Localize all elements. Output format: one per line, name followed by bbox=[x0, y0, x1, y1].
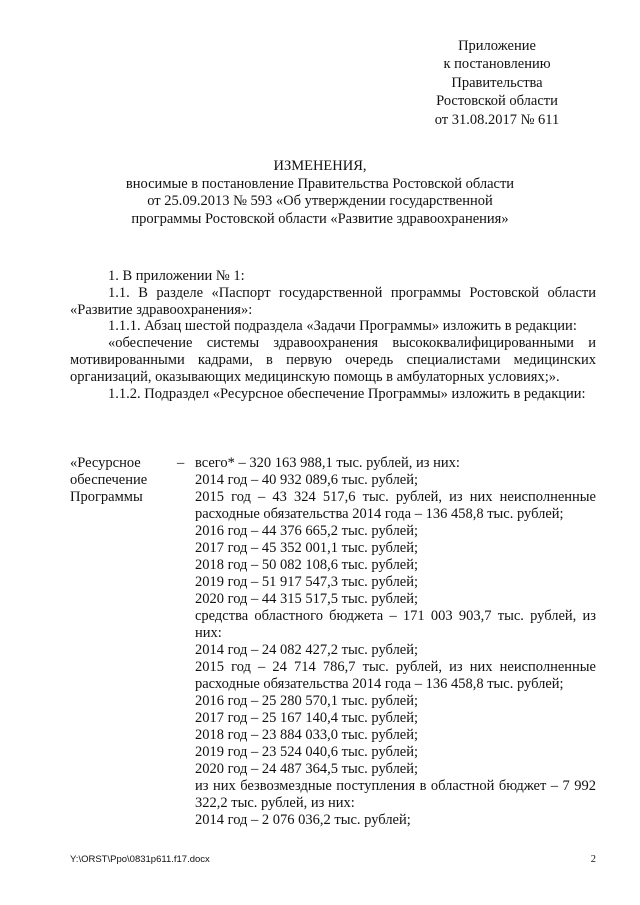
resource-line: 2015 год – 24 714 786,7 тыс. рублей, из них неисполненные расходные обязательства 2014 года – 136 458,8 тыс. рублей; bbox=[195, 659, 596, 692]
appendix-line: Приложение bbox=[458, 38, 536, 54]
resource-label bbox=[70, 455, 170, 506]
appendix-line: к постановлению bbox=[443, 56, 551, 73]
appendix-line: Ростовской области bbox=[436, 93, 558, 110]
paragraph-1-1-1: 1.1.1. Абзац шестой подраздела «Задачи Программы» изложить в редакции: bbox=[108, 318, 577, 335]
resource-line: 2018 год – 23 884 033,0 тыс. рублей; bbox=[195, 727, 419, 743]
paragraph-1-1: 1.1. В разделе «Паспорт государственной программы Ростовской области «Развитие здравоохранения»: bbox=[70, 284, 596, 318]
paragraph-1: 1. В приложении № 1: bbox=[108, 268, 245, 284]
resource-label-line: «Ресурсное bbox=[70, 455, 141, 471]
title-heading: ИЗМЕНЕНИЯ, bbox=[273, 158, 367, 174]
resource-values bbox=[195, 455, 596, 829]
resource-line: 2014 год – 40 932 089,6 тыс. рублей; bbox=[195, 472, 419, 488]
appendix-header bbox=[420, 37, 574, 129]
paragraph-1-1-2: 1.1.2. Подраздел «Ресурсное обеспечение Программы» изложить в редакции: bbox=[108, 385, 586, 402]
title-line: вносимые в постановление Правительства Ростовской области bbox=[125, 175, 515, 192]
resource-line: средства областного бюджета – 171 003 903,7 тыс. рублей, из них: bbox=[195, 608, 596, 641]
appendix-line: от 31.08.2017 № 611 bbox=[434, 111, 560, 128]
resource-line: 2020 год – 24 487 364,5 тыс. рублей; bbox=[195, 761, 419, 777]
resource-line: 2020 год – 44 315 517,5 тыс. рублей; bbox=[195, 591, 419, 607]
resource-line: 2017 год – 45 352 001,1 тыс. рублей; bbox=[195, 540, 419, 556]
resource-line: 2019 год – 51 917 547,3 тыс. рублей; bbox=[195, 574, 419, 590]
page-number: 2 bbox=[590, 854, 596, 865]
document-body bbox=[70, 268, 596, 402]
resource-dash: – bbox=[177, 455, 185, 471]
paragraph-quote: «обеспечение системы здравоохранения высококвалифицированными и мотивированными кадрами, в первую очередь специалистами медицинских организаций, оказывающих медицинскую помощь в амбулаторных условиях;». bbox=[70, 335, 596, 385]
resource-line: 2016 год – 44 376 665,2 тыс. рублей; bbox=[195, 523, 419, 539]
resource-label-line: обеспечение bbox=[70, 472, 148, 488]
resource-line: из них безвозмездные поступления в областной бюджет – 7 992 322,2 тыс. рублей, из них: bbox=[195, 778, 596, 811]
resource-line: всего* – 320 163 988,1 тыс. рублей, из них: bbox=[195, 455, 460, 471]
resource-line: 2014 год – 2 076 036,2 тыс. рублей; bbox=[195, 812, 411, 828]
document-title bbox=[100, 158, 540, 228]
title-line: от 25.09.2013 № 593 «Об утверждении государственной bbox=[147, 193, 493, 209]
resource-line: 2019 год – 23 524 040,6 тыс. рублей; bbox=[195, 744, 419, 760]
resource-line: 2018 год – 50 082 108,6 тыс. рублей; bbox=[195, 557, 419, 573]
file-path: Y:\ORST\Ppo\0831p611.f17.docx bbox=[70, 854, 210, 865]
title-line: программы Ростовской области «Развитие здравоохранения» bbox=[131, 210, 509, 227]
resource-label-line: Программы bbox=[70, 489, 143, 505]
resource-line: 2016 год – 25 280 570,1 тыс. рублей; bbox=[195, 693, 419, 709]
appendix-line: Правительства bbox=[451, 74, 543, 91]
resource-line: 2014 год – 24 082 427,2 тыс. рублей; bbox=[195, 642, 419, 658]
resource-line: 2017 год – 25 167 140,4 тыс. рублей; bbox=[195, 710, 419, 726]
resource-line: 2015 год – 43 324 517,6 тыс. рублей, из них неисполненные расходные обязательства 2014 года – 136 458,8 тыс. рублей; bbox=[195, 489, 596, 522]
